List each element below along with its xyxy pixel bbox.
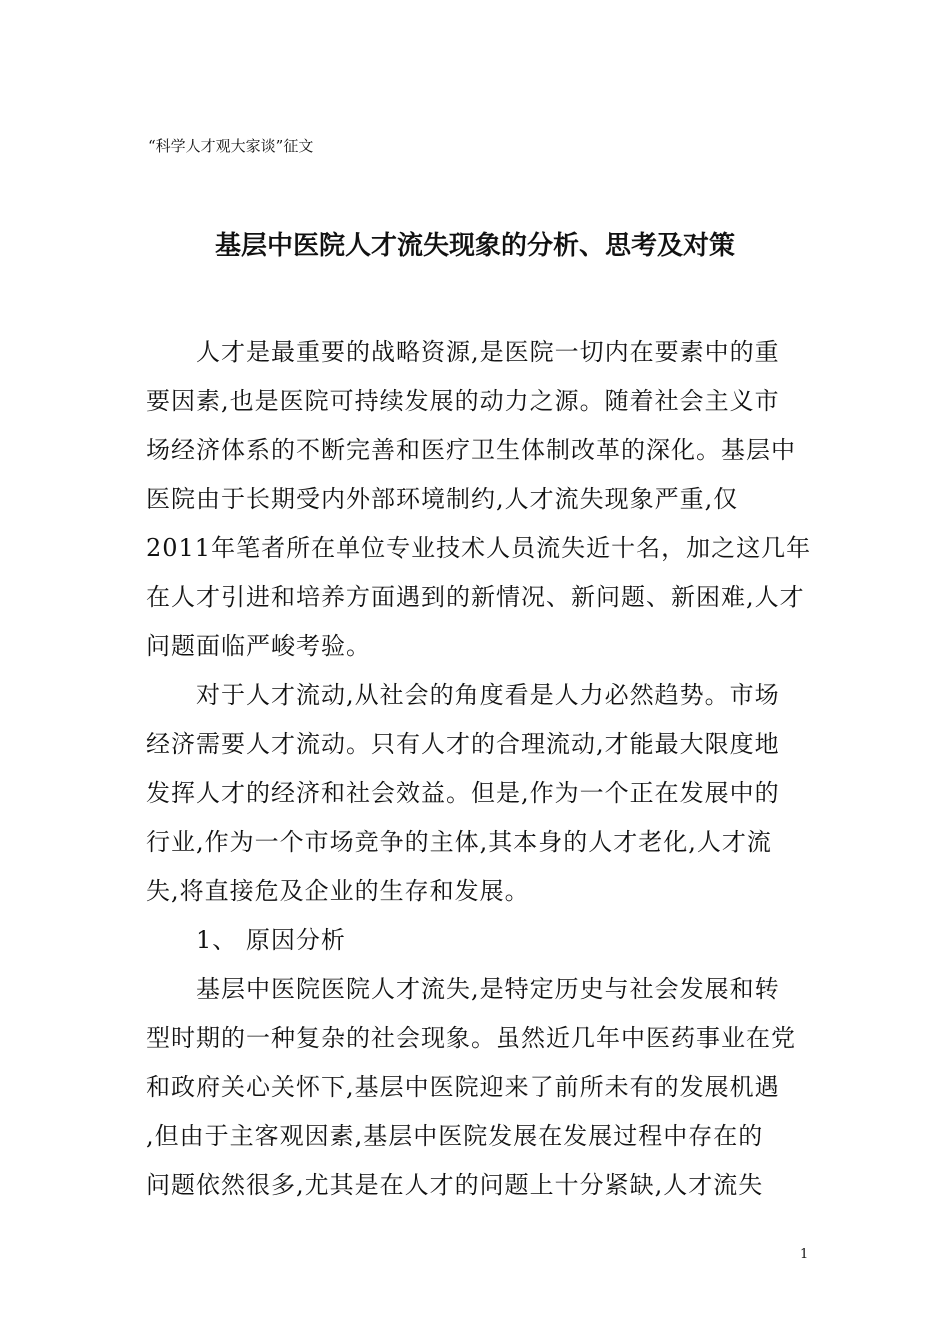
- document-title: 基层中医院人才流失现象的分析、思考及对策: [214, 231, 735, 261]
- body-line: 发挥人才的经济和社会效益。但是,作为一个正在发展中的: [146, 779, 780, 807]
- body-line: 问题面临严峻考验。: [146, 632, 371, 660]
- body-line: 医院由于长期受内外部环境制约,人才流失现象严重,仅: [146, 485, 739, 513]
- body-line: 2011年笔者所在单位专业技术人员流失近十名，加之这几年: [146, 534, 812, 562]
- body-line: 和政府关心关怀下,基层中医院迎来了前所未有的发展机遇: [146, 1073, 780, 1101]
- body-line: 在人才引进和培养方面遇到的新情况、新问题、新困难,人才: [146, 583, 805, 611]
- body-line: 经济需要人才流动。只有人才的合理流动,才能最大限度地: [146, 730, 780, 758]
- body-line: 基层中医院医院人才流失,是特定历史与社会发展和转: [196, 975, 780, 1003]
- body-line: 要因素,也是医院可持续发展的动力之源。随着社会主义市: [146, 387, 780, 415]
- body-line: 对于人才流动,从社会的角度看是人力必然趋势。市场: [196, 681, 780, 709]
- header-note: “科学人才观大家谈”征文: [148, 137, 314, 155]
- body-line: 场经济体系的不断完善和医疗卫生体制改革的深化。基层中: [146, 436, 796, 464]
- section-heading: 1、 原因分析: [196, 926, 346, 954]
- body-line: ,但由于主客观因素,基层中医院发展在发展过程中存在的: [146, 1122, 764, 1150]
- body-line: 失,将直接危及企业的生存和发展。: [146, 877, 530, 905]
- body-line: 行业,作为一个市场竞争的主体,其本身的人才老化,人才流: [146, 828, 772, 856]
- body-line: 型时期的一种复杂的社会现象。虽然近几年中医药事业在党: [146, 1024, 796, 1052]
- body-line: 问题依然很多,尤其是在人才的问题上十分紧缺,人才流失: [146, 1171, 764, 1199]
- body-line: 人才是最重要的战略资源,是医院一切内在要素中的重: [196, 338, 780, 366]
- page-number: 1: [800, 1247, 809, 1262]
